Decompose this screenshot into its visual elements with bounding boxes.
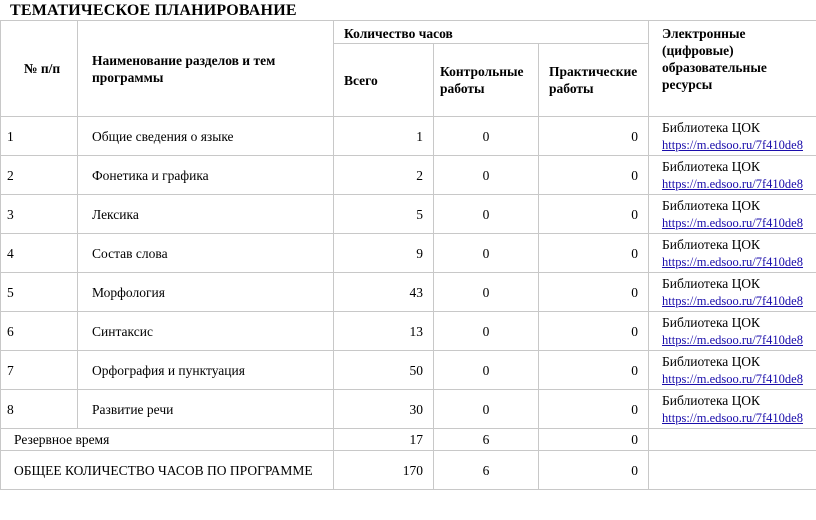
row-resource-cell [649,312,816,351]
resource-label: Библиотека ЦОК [662,314,760,330]
header-name: Наименование разделов и тем программы [78,21,334,117]
row-practical-works: 0 [539,156,649,195]
resource-link[interactable]: https://m.edsoo.ru/7f410de8 [662,293,803,308]
table-row [1,390,816,429]
row-practical-works: 0 [539,312,649,351]
table-row [1,312,816,351]
row-section-name: Лексика [78,195,334,234]
grand-total-row-practical-works: 0 [539,451,649,490]
resource-link[interactable]: https://m.edsoo.ru/7f410de8 [662,371,803,386]
row-resource-cell [649,195,816,234]
header-row [1,21,816,44]
resource-link[interactable]: https://m.edsoo.ru/7f410de8 [662,215,803,230]
resource-link[interactable]: https://m.edsoo.ru/7f410de8 [662,176,803,191]
row-practical-works: 0 [539,117,649,156]
resource-label: Библиотека ЦОК [662,275,760,291]
reserve-row [1,429,816,451]
row-control-works: 0 [434,351,539,390]
row-total-hours: 2 [334,156,434,195]
resource-label: Библиотека ЦОК [662,197,760,213]
row-total-hours: 50 [334,351,434,390]
row-control-works: 0 [434,390,539,429]
resource-label: Библиотека ЦОК [662,392,760,408]
row-resource-cell [649,351,816,390]
row-control-works: 0 [434,195,539,234]
row-number: 4 [1,234,78,273]
row-control-works: 0 [434,312,539,351]
table-row [1,156,816,195]
row-resource-cell [649,156,816,195]
row-control-works: 0 [434,273,539,312]
row-total-hours: 13 [334,312,434,351]
row-total-hours: 9 [334,234,434,273]
row-section-name: Орфография и пунктуация [78,351,334,390]
row-total-hours: 30 [334,390,434,429]
table-row [1,351,816,390]
resource-label: Библиотека ЦОК [662,353,760,369]
page-title: ТЕМАТИЧЕСКОЕ ПЛАНИРОВАНИЕ [10,2,297,19]
header-total: Всего [334,44,434,117]
resource-link[interactable]: https://m.edsoo.ru/7f410de8 [662,410,803,425]
reserve-row-control-works: 6 [434,429,539,451]
resource-label: Библиотека ЦОК [662,236,760,252]
row-section-name: Развитие речи [78,390,334,429]
reserve-row-resource-cell [649,429,816,451]
row-practical-works: 0 [539,390,649,429]
resource-link[interactable]: https://m.edsoo.ru/7f410de8 [662,332,803,347]
header-control: Контрольные работы [434,44,539,117]
row-number: 8 [1,390,78,429]
header-resources: Электронные (цифровые) образовательные ресурсы [649,21,816,117]
row-resource-cell [649,390,816,429]
row-section-name: Морфология [78,273,334,312]
row-resource-cell [649,234,816,273]
row-practical-works: 0 [539,351,649,390]
table-row [1,273,816,312]
reserve-row-total-hours: 17 [334,429,434,451]
row-practical-works: 0 [539,195,649,234]
header-hours: Количество часов [334,21,649,44]
grand-total-row-resource-cell [649,451,816,490]
planning-table [0,20,816,490]
row-number: 2 [1,156,78,195]
grand-total-row-label: ОБЩЕЕ КОЛИЧЕСТВО ЧАСОВ ПО ПРОГРАММЕ [1,451,334,490]
table-row [1,234,816,273]
reserve-row-practical-works: 0 [539,429,649,451]
row-total-hours: 5 [334,195,434,234]
row-number: 3 [1,195,78,234]
reserve-row-label: Резервное время [1,429,334,451]
table-row [1,195,816,234]
row-control-works: 0 [434,117,539,156]
row-practical-works: 0 [539,273,649,312]
row-number: 5 [1,273,78,312]
header-practical: Практические работы [539,44,649,117]
row-number: 6 [1,312,78,351]
row-practical-works: 0 [539,234,649,273]
row-control-works: 0 [434,234,539,273]
row-total-hours: 1 [334,117,434,156]
row-resource-cell [649,117,816,156]
resource-label: Библиотека ЦОК [662,158,760,174]
row-number: 1 [1,117,78,156]
table-row [1,117,816,156]
resource-link[interactable]: https://m.edsoo.ru/7f410de8 [662,137,803,152]
row-section-name: Состав слова [78,234,334,273]
header-num: № п/п [1,21,78,117]
resource-label: Библиотека ЦОК [662,119,760,135]
row-number: 7 [1,351,78,390]
row-resource-cell [649,273,816,312]
grand-total-row [1,451,816,490]
row-section-name: Общие сведения о языке [78,117,334,156]
grand-total-row-total-hours: 170 [334,451,434,490]
grand-total-row-control-works: 6 [434,451,539,490]
row-total-hours: 43 [334,273,434,312]
resource-link[interactable]: https://m.edsoo.ru/7f410de8 [662,254,803,269]
row-section-name: Фонетика и графика [78,156,334,195]
row-control-works: 0 [434,156,539,195]
row-section-name: Синтаксис [78,312,334,351]
